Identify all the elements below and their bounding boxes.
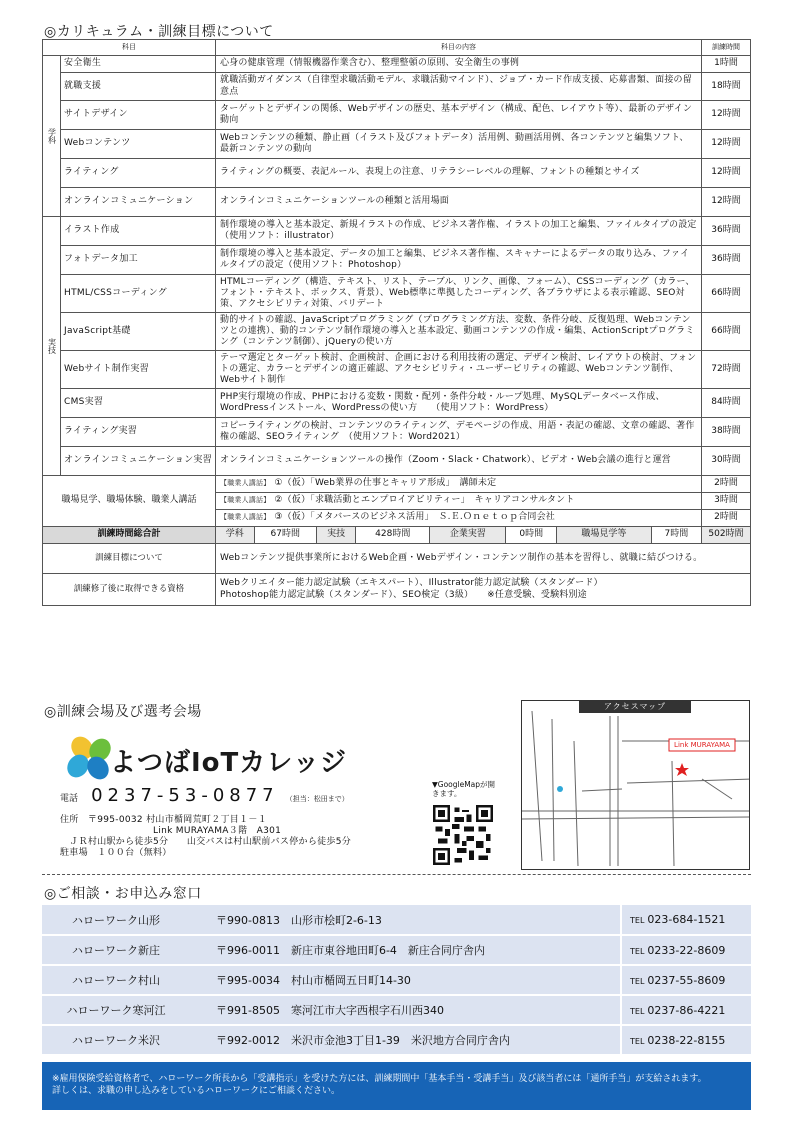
- subject-name: イラスト作成: [61, 217, 216, 246]
- subject-name: ライティング: [61, 159, 216, 188]
- event-content: [216, 510, 702, 527]
- qualification-label: 訓練修了後に取得できる資格: [43, 574, 216, 606]
- total-item-value: 7時間: [651, 527, 701, 543]
- contact-title: ◎ご相談・お申込み窓口: [44, 886, 202, 902]
- subject-name: オンラインコミュニケーション: [61, 188, 216, 217]
- phone-note: （担当：松田まで）: [285, 795, 349, 803]
- event-tag: 【職業人講話】: [220, 479, 271, 488]
- notice-box: [42, 1062, 751, 1110]
- tel-mark: TEL: [630, 1006, 645, 1016]
- qualification-line-1: Webクリエイター能力認定試験（エキスパート）、Illustrator能力認定試験（スタンダード）: [220, 578, 603, 589]
- contact-address: 〒990-0813 山形市桧町2-6-13: [190, 905, 621, 935]
- curriculum-row: [43, 313, 751, 351]
- subject-hours: 1時間: [702, 56, 751, 73]
- total-item-key: 学科: [216, 527, 254, 543]
- event-row: [43, 476, 751, 493]
- notice-line-1: ※雇用保険受給資格者で、ハローワーク所長から「受講指示」を受けた方には、訓練期間中「基本手当・受講手当」及び該当者には「通所手当」が支給されます。: [52, 1074, 707, 1084]
- event-hours: 3時間: [702, 493, 751, 510]
- subject-name: オンラインコミュニケーション実習: [61, 447, 216, 476]
- subject-name: CMS実習: [61, 389, 216, 418]
- subject-name: JavaScript基礎: [61, 313, 216, 351]
- subject-name: 安全衛生: [61, 56, 216, 73]
- subject-name: Webコンテンツ: [61, 130, 216, 159]
- total-item-key: 職場見学等: [557, 527, 651, 543]
- subject-name: ライティング実習: [61, 418, 216, 447]
- curriculum-title: ◎カリキュラム・訓練目標について: [44, 24, 274, 40]
- phone-label: 電話: [60, 794, 79, 804]
- subject-hours: 66時間: [702, 275, 751, 313]
- goal-label: 訓練目標について: [43, 544, 216, 574]
- curriculum-row: [43, 73, 751, 101]
- subject-content: テーマ選定とターゲット検討、企画検討、企画における利用技術の選定、デザイン検討、レイアウトの検討、フォントの選定、カラーとデザインの適正確認、アクセシビリティ・ユーザービリティの確認、Webコンテンツ制作、Webサイト制作: [216, 351, 702, 389]
- contact-table: [42, 905, 751, 1056]
- subject-content: 制作環境の導入と基本設定、新規イラストの作成、ビジネス著作権、イラストの加工と編集、ファイルタイプの設定（使用ソフト：illustrator）: [216, 217, 702, 246]
- subject-content: オンラインコミュニケーションツールの操作（Zoom・Slack・Chatwork）、ビデオ・Web会議の進行と運営: [216, 447, 702, 476]
- subject-content: 就職活動ガイダンス（自律型求職活動モデル、求職活動マインド）、ジョブ・カード作成支援、応募書類、面接の留意点: [216, 73, 702, 101]
- qualification-line-2: Photoshop能力認定試験（スタンダード）、SEO検定（3級） ※任意受験、受験料別途: [220, 589, 587, 600]
- qr-code-icon[interactable]: [433, 805, 493, 865]
- map-title: アクセスマップ: [579, 701, 691, 713]
- access-map[interactable]: [521, 700, 750, 870]
- curriculum-row: [43, 389, 751, 418]
- contact-row: [42, 995, 751, 1025]
- map-drawing: [522, 701, 750, 870]
- tel-mark: TEL: [630, 946, 645, 956]
- contact-address: 〒995-0034 村山市楯岡五日町14-30: [190, 965, 621, 995]
- contact-address: 〒992-0012 米沢市金池3丁目1-39 米沢地方合同庁舎内: [190, 1025, 621, 1055]
- curriculum-row: [43, 447, 751, 476]
- phone-line: [60, 785, 349, 806]
- curriculum-row: [43, 217, 751, 246]
- contact-tel[interactable]: [621, 1025, 751, 1055]
- subject-content: ターゲットとデザインの関係、Webデザインの歴史、基本デザイン（構成、配色、レイアウト等）、最新のデザイン動向: [216, 101, 702, 130]
- event-hours: 2時間: [702, 476, 751, 493]
- curriculum-row: [43, 101, 751, 130]
- contact-office: ハローワーク山形: [42, 905, 190, 935]
- contact-row: [42, 1025, 751, 1055]
- subject-hours: 84時間: [702, 389, 751, 418]
- curriculum-row: [43, 418, 751, 447]
- subject-hours: 36時間: [702, 217, 751, 246]
- curriculum-row: [43, 351, 751, 389]
- subject-hours: 66時間: [702, 313, 751, 351]
- event-content: [216, 476, 702, 493]
- subject-hours: 36時間: [702, 246, 751, 275]
- qualification-row: [43, 574, 751, 606]
- subject-content: オンラインコミュニケーションツールの種類と活用場面: [216, 188, 702, 217]
- total-items: [216, 527, 701, 543]
- total-item-key: 実技: [317, 527, 356, 543]
- contact-office: ハローワーク村山: [42, 965, 190, 995]
- contact-row: [42, 935, 751, 965]
- total-breakdown: [216, 527, 702, 544]
- subject-name: 就職支援: [61, 73, 216, 101]
- subject-hours: 12時間: [702, 188, 751, 217]
- event-tag: 【職業人講話】: [220, 513, 271, 522]
- curriculum-row: [43, 130, 751, 159]
- notice-line-2: 詳しくは、求職の申し込みをしているハローワークにご相談ください。: [52, 1086, 341, 1096]
- subject-content: Webコンテンツの種類、静止画（イラスト及びフォトデータ）活用例、動画活用例、各コンテンツと編集ソフト、最新コンテンツの動向: [216, 130, 702, 159]
- group-label: 学科: [43, 56, 61, 217]
- contact-tel[interactable]: [621, 935, 751, 965]
- subject-hours: 12時間: [702, 101, 751, 130]
- curriculum-row: [43, 275, 751, 313]
- tel-mark: TEL: [630, 1036, 645, 1046]
- tel-number[interactable]: 0237-55-8609: [647, 973, 726, 987]
- group-label: 実技: [43, 217, 61, 476]
- curriculum-body: [43, 56, 751, 606]
- contact-office: ハローワーク新庄: [42, 935, 190, 965]
- subject-content: コピーライティングの検討、コンテンツのライティング、デモページの作成、用語・表記の確認、文章の確認、著作権の確認、SEOライティング （使用ソフト：Word2021）: [216, 418, 702, 447]
- contact-tel[interactable]: [621, 995, 751, 1025]
- subject-name: HTML/CSSコーディング: [61, 275, 216, 313]
- venue-box: [42, 712, 402, 872]
- venue-title: ◎訓練会場及び選考会場: [44, 704, 202, 720]
- header-content: 科目の内容: [216, 40, 702, 56]
- tel-number[interactable]: 0237-86-4221: [647, 1003, 726, 1017]
- total-item-value: 428時間: [356, 527, 430, 543]
- tel-number[interactable]: 0233-22-8609: [647, 943, 726, 957]
- contact-office: ハローワーク米沢: [42, 1025, 190, 1055]
- total-item-key: 企業実習: [430, 527, 506, 543]
- subject-hours: 30時間: [702, 447, 751, 476]
- event-text: ①（仮）「Web業界の仕事とキャリア形成」 講師未定: [274, 478, 497, 489]
- subject-content: 動的サイトの確認、JavaScriptプログラミング（プログラミング方法、変数、条件分岐、反復処理、Webコンテンツとの連携）、動的コンテンツ制作環境の導入と基本設定、動画コンテンツの作成・編集、ActionScriptプログラミング（コンテンツ制御）、jQueryの使い方: [216, 313, 702, 351]
- location-star-icon: [675, 763, 689, 776]
- contact-address: 〒991-8505 寒河江市大字西根字石川西340: [190, 995, 621, 1025]
- map-target-label: Link MURAYAMA: [674, 741, 730, 749]
- subject-content: HTMLコーディング（構造、テキスト、リスト、テーブル、リンク、画像、フォーム）、CSSコーディング（カラー、フォント・テキスト、ボックス、背景）、Web標準に準拠したコーディング、各ブラウザによる表示確認、SEO対策、アクセシビリティ対策、バリデート: [216, 275, 702, 313]
- event-text: ③（仮）「メタバースのビジネス活用」 Ｓ.Ｅ.Ｏｎｅｔｏｐ合同会社: [274, 512, 555, 523]
- subject-name: フォトデータ加工: [61, 246, 216, 275]
- total-item-value: 67時間: [254, 527, 317, 543]
- header-hours: 訓練時間: [702, 40, 751, 56]
- curriculum-header-row: [43, 40, 751, 56]
- contact-row: [42, 965, 751, 995]
- subject-name: Webサイト制作実習: [61, 351, 216, 389]
- total-label: 訓練時間総合計: [43, 527, 216, 544]
- subject-content: PHP実行環境の作成、PHPにおける変数・関数・配列・条件分岐・ループ処理、MySQLデータベース作成、WordPressインストール、WordPressの使い方 （使用ソフト：WordPress）: [216, 389, 702, 418]
- curriculum-row: [43, 56, 751, 73]
- tel-number[interactable]: 023-684-1521: [647, 913, 726, 926]
- section-divider: [42, 874, 751, 875]
- contact-tel[interactable]: [621, 965, 751, 995]
- subject-hours: 12時間: [702, 159, 751, 188]
- contact-row: [42, 905, 751, 935]
- total-row: [43, 527, 751, 544]
- events-label: 職場見学、職場体験、職業人講話: [43, 476, 216, 527]
- subject-hours: 12時間: [702, 130, 751, 159]
- tel-mark: TEL: [630, 916, 645, 925]
- phone-number[interactable]: 0237-53-0877: [91, 785, 279, 806]
- contact-body: [42, 905, 751, 1055]
- subject-content: 心身の健康管理（情報機器作業含む）、整理整頓の原則、安全衛生の事例: [216, 56, 702, 73]
- venue-address: 住所 〒995-0032 村山市楯岡荒町２丁目１－１ Link MURAYAMA３階 A301 ＪＲ村山駅から徒歩5分 山交バスは村山駅前バス停から徒歩5分 駐車場 １００台（無料）: [60, 815, 352, 858]
- curriculum-table: [42, 39, 751, 606]
- subject-hours: 18時間: [702, 73, 751, 101]
- subject-name: サイトデザイン: [61, 101, 216, 130]
- event-tag: 【職業人講話】: [220, 496, 271, 505]
- subject-hours: 38時間: [702, 418, 751, 447]
- tel-number[interactable]: 0238-22-8155: [647, 1033, 726, 1047]
- event-content: [216, 493, 702, 510]
- tel-mark: TEL: [630, 976, 645, 986]
- qr-label: ▼GoogleMapが開きます。: [432, 780, 496, 798]
- header-subject: 科目: [43, 40, 216, 56]
- contact-address: 〒996-0011 新庄市東谷地田町6-4 新庄合同庁舎内: [190, 935, 621, 965]
- total-item-value: 0時間: [506, 527, 557, 543]
- goal-text: Webコンテンツ提供事業所におけるWeb企画・Webデザイン・コンテンツ制作の基本を習得し、就職に結びつける。: [216, 544, 751, 574]
- goal-row: [43, 544, 751, 574]
- logo-text: よつばIoTカレッジ: [110, 748, 348, 778]
- curriculum-row: [43, 188, 751, 217]
- event-hours: 2時間: [702, 510, 751, 527]
- event-text: ②（仮）「求職活動とエンプロイアビリティー」 キャリアコンサルタント: [274, 495, 575, 506]
- subject-content: ライティングの概要、表記ルール、表現上の注意、リテラシーレベルの理解、フォントの種類とサイズ: [216, 159, 702, 188]
- contact-tel[interactable]: [621, 905, 751, 935]
- curriculum-row: [43, 246, 751, 275]
- contact-office: ハローワーク寒河江: [42, 995, 190, 1025]
- total-sum: 502時間: [702, 527, 751, 544]
- subject-hours: 72時間: [702, 351, 751, 389]
- subject-content: 制作環境の導入と基本設定、データの加工と編集、ビジネス著作権、スキャナーによるデータの取り込み、ファイルタイプの設定（使用ソフト：Photoshop）: [216, 246, 702, 275]
- curriculum-row: [43, 159, 751, 188]
- qualification-text: [216, 574, 751, 606]
